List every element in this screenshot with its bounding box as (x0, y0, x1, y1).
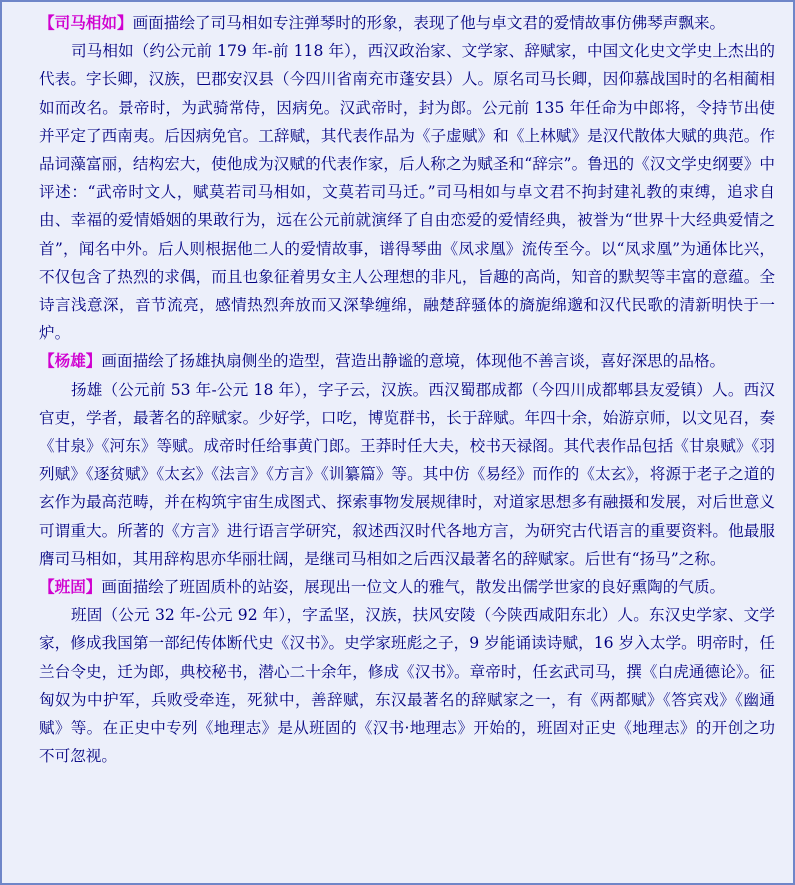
tag-ban-gu: 【班固】 (39, 577, 102, 597)
tag-sima-xiangru: 【司马相如】 (39, 13, 133, 32)
intro-sima-xiangru (39, 9, 775, 37)
intro-text-yang-xiong: 画面描绘了扬雄执扇侧坐的造型，营造出静谧的意境，体现他不善言谈，喜好深思的品格。 (101, 352, 726, 371)
bio-ban-gu: 班固（公元 32 年-公元 92 年），字孟坚，汉族，扶风安陵（今陕西咸阳东北）人。东汉史学家、文学家，修成我国第一部纪传体断代史《汉书》。史学家班彪之子，9 岁能诵读诗赋，16 岁入太学。明帝时，任兰台令史，迁为郎，典校秘书，潜心二十余年，修成《汉书》。章帝时，任玄武司马，撰《白虎通德论》。征匈奴为中护军，兵败受牵连，死狱中，善辞赋，东汉最著名的辞赋家之一，有《两都赋》《答宾戏》《幽通赋》等。在正史中专列《地理志》是从班固的《汉书·地理志》开始的，班固对正史《地理志》的开创之功不可忽视。 (39, 606, 775, 766)
bio-yang-xiong: 扬雄（公元前 53 年-公元 18 年），字子云，汉族。西汉蜀郡成都（今四川成都郫县友爱镇）人。西汉官吏，学者，最著名的辞赋家。少好学，口吃，博览群书，长于辞赋。年四十余，始游京师，以文见召，奏《甘泉》《河东》等赋。成帝时任给事黄门郎。王莽时任大夫，校书天禄阁。其代表作品包括《甘泉赋》《羽列赋》《逐贫赋》《太玄》《法言》《方言》《训纂篇》等。其中仿《易经》而作的《太玄》，将源于老子之道的玄作为最高范畴，并在构筑宇宙生成图式、探索事物发展规律时，对道家思想多有融摄和发展，对后世意义可谓重大。所著的《方言》进行语言学研究，叙述西汉时代各地方言，为研究古代语言的重要资料。他最服膺司马相如，其用辞构思亦华丽壮阔，是继司马相如之后西汉最著名的辞赋家。后世有“扬马”之称。 (39, 380, 775, 568)
intro-text-ban-gu: 画面描绘了班固质朴的站姿，展现出一位文人的雅气，散发出儒学世家的良好熏陶的气质。 (101, 578, 726, 597)
intro-yang-xiong (39, 347, 775, 375)
tag-yang-xiong: 【杨雄】 (39, 351, 102, 371)
intro-text-sima-xiangru: 画面描绘了司马相如专注弹琴时的形象，表现了他与卓文君的爱情故事仿佛琴声飘来。 (132, 14, 726, 32)
intro-ban-gu (39, 573, 775, 601)
bio-sima-xiangru: 司马相如（约公元前 179 年-前 118 年），西汉政治家、文学家、辞赋家，中国文化史文学史上杰出的代表。字长卿，汉族，巴郡安汉县（今四川省南充市蓬安县）人。原名司马长卿，因仰慕战国时的名相蔺相如而改名。景帝时，为武骑常侍，因病免。汉武帝时，封为郎。公元前 135 年任命为中郎将，令持节出使并平定了西南夷。后因病免官。工辞赋，其代表作品为《子虚赋》和《上林赋》是汉代散体大赋的典范。作品词藻富丽，结构宏大，使他成为汉赋的代表作家，后人称之为赋圣和“辞宗”。鲁迅的《汉文学史纲要》中评述：“武帝时文人，赋莫若司马相如，文莫若司马迁。”司马相如与卓文君不拘封建礼教的束缚，追求自由、幸福的爱情婚姻的果敢行为，远在公元前就演绎了自由恋爱的爱情经典，被誉为“世界十大经典爱情之首”，闻名中外。后人则根据他二人的爱情故事，谱得琴曲《凤求凰》流传至今。以“凤求凰”为通体比兴，不仅包含了热烈的求偶，而且也象征着男女主人公理想的非凡，旨趣的高尚，知音的默契等丰富的意蕴。全诗言浅意深，音节流亮，感情热烈奔放而又深挚缠绵，融楚辞骚体的旖旎绵邈和汉代民歌的清新明快于一炉。 (39, 42, 775, 343)
